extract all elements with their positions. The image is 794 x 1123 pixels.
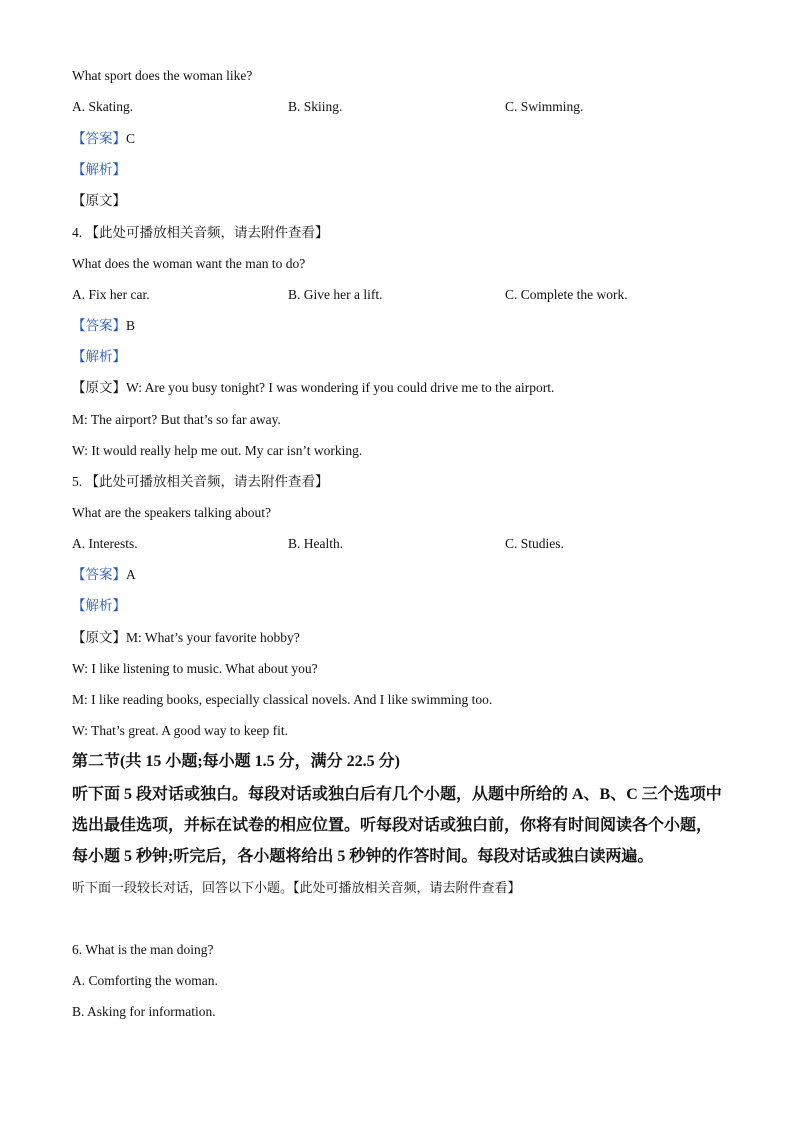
q5-option-a: A. Interests. — [72, 536, 138, 551]
original-label: 【原文】 — [72, 380, 126, 395]
answer-label: 【答案】 — [72, 567, 126, 582]
analysis-label: 【解析】 — [72, 162, 126, 177]
q5-header — [72, 473, 329, 491]
q3-question: What sport does the woman like? — [72, 68, 253, 83]
q5-transcript-line-3: M: I like reading books, especially classical novels. And I like swimming too. — [72, 692, 493, 707]
q5-transcript-line-2: W: I like listening to music. What about you? — [72, 661, 318, 676]
q4-option-b: B. Give her a lift. — [288, 287, 383, 302]
q6-question: 6. What is the man doing? — [72, 942, 214, 957]
q5-option-c: C. Studies. — [505, 536, 564, 551]
q3-answer-line — [72, 130, 135, 148]
transcript-text: W: Are you busy tonight? I was wondering if you could drive me to the airport. — [126, 380, 555, 395]
q5-number: 5. — [72, 474, 83, 489]
q4-number: 4. — [72, 225, 83, 240]
q4-header — [72, 224, 329, 242]
q4-answer-line — [72, 317, 135, 335]
q5-question: What are the speakers talking about? — [72, 505, 272, 520]
original-label: 【原文】 — [72, 193, 126, 208]
q5-answer: A — [126, 567, 136, 582]
q4-transcript-line-1 — [72, 379, 554, 397]
q3-analysis-label — [72, 161, 126, 179]
section-instructions-line-3: 每小题 5 秒钟;听完后，各小题将给出 5 秒钟的作答时间。每段对话或独白读两遍。 — [72, 848, 654, 865]
answer-label: 【答案】 — [72, 318, 126, 333]
q5-answer-line — [72, 566, 136, 584]
q4-transcript-line-3: W: It would really help me out. My car isn’t working. — [72, 443, 363, 458]
analysis-label: 【解析】 — [72, 598, 126, 613]
q3-option-a: A. Skating. — [72, 99, 134, 114]
section-instructions-line-1: 听下面 5 段对话或独白。每段对话或独白后有几个小题，从题中所给的 A、B、C 三个选项中 — [72, 786, 722, 803]
section-heading: 第二节(共 15 小题;每小题 1.5 分，满分 22.5 分) — [72, 753, 400, 770]
q5-analysis-label — [72, 597, 126, 615]
q4-question: What does the woman want the man to do? — [72, 256, 306, 271]
q3-option-c: C. Swimming. — [505, 99, 584, 114]
q4-analysis-label — [72, 348, 126, 366]
q6-option-b: B. Asking for information. — [72, 1004, 216, 1019]
q4-option-c: C. Complete the work. — [505, 287, 628, 302]
q5-transcript-line-1 — [72, 629, 300, 647]
q5-option-b: B. Health. — [288, 536, 344, 551]
q5-transcript-line-4: W: That’s great. A good way to keep fit. — [72, 723, 288, 738]
q4-option-a: A. Fix her car. — [72, 287, 150, 302]
q3-original-label — [72, 192, 126, 210]
q3-answer: C — [126, 131, 136, 146]
q6-option-a: A. Comforting the woman. — [72, 973, 218, 988]
answer-label: 【答案】 — [72, 131, 126, 146]
q4-transcript-line-2: M: The airport? But that’s so far away. — [72, 412, 281, 427]
q4-audio-note: 【此处可播放相关音频，请去附件查看】 — [85, 225, 329, 240]
original-label: 【原文】 — [72, 630, 126, 645]
q5-audio-note: 【此处可播放相关音频，请去附件查看】 — [85, 474, 329, 489]
analysis-label: 【解析】 — [72, 349, 126, 364]
section-intro: 听下面一段较长对话，回答以下小题。【此处可播放相关音频，请去附件查看】 — [72, 880, 521, 895]
transcript-text: M: What’s your favorite hobby? — [126, 630, 300, 645]
q4-answer: B — [126, 318, 136, 333]
q3-option-b: B. Skiing. — [288, 99, 343, 114]
section-instructions-line-2: 选出最佳选项，并标在试卷的相应位置。听每段对话或独白前，你将有时间阅读各个小题， — [72, 817, 713, 834]
